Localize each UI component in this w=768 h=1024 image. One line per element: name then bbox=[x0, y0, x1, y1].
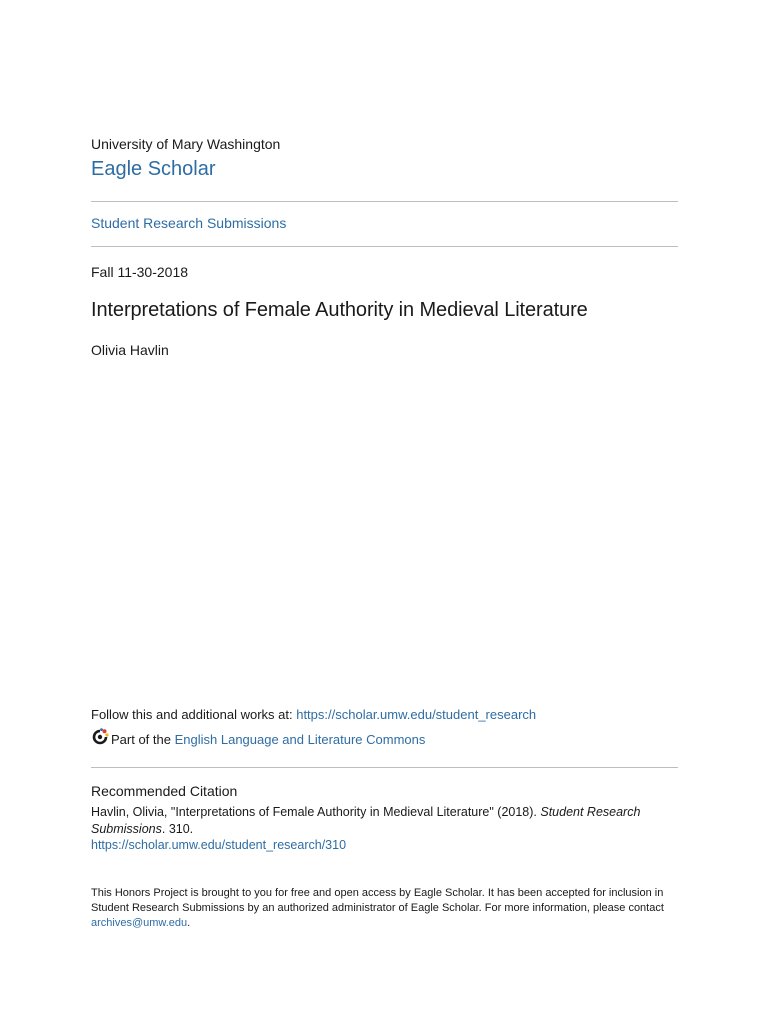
citation-plain: Havlin, Olivia, "Interpretations of Female Authority in Medieval Literature" (2018). bbox=[91, 805, 541, 819]
notice-end: . bbox=[187, 917, 191, 929]
citation-number: . 310. bbox=[161, 822, 194, 836]
follow-line bbox=[91, 707, 536, 722]
notice-text: This Honors Project is brought to you for free and open access by Eagle Scholar. It has been accepted for inclusion in Student Research Submissions by an authorized administrator of Eagle Scholar. For more information, please contact bbox=[91, 887, 664, 914]
divider bbox=[91, 767, 678, 768]
divider bbox=[91, 246, 678, 247]
institution-name: University of Mary Washington bbox=[91, 136, 281, 152]
access-notice bbox=[91, 886, 678, 931]
publication-date: Fall 11-30-2018 bbox=[91, 264, 189, 280]
author-name: Olivia Havlin bbox=[91, 342, 169, 358]
collection-link[interactable]: Student Research Submissions bbox=[91, 215, 287, 231]
part-of-prefix: Part of the bbox=[111, 731, 171, 747]
follow-prefix: Follow this and additional works at: bbox=[91, 707, 297, 722]
citation-url-link[interactable]: https://scholar.umw.edu/student_research/310 bbox=[91, 838, 347, 852]
citation-heading: Recommended Citation bbox=[91, 783, 238, 799]
divider bbox=[91, 201, 678, 202]
citation-text bbox=[91, 804, 678, 838]
part-of-line bbox=[91, 730, 425, 748]
contact-email-link[interactable]: archives@umw.edu bbox=[91, 917, 188, 929]
paper-title: Interpretations of Female Authority in Medieval Literature bbox=[91, 299, 588, 321]
commons-link[interactable]: English Language and Literature Commons bbox=[174, 731, 426, 747]
cover-page bbox=[91, 0, 678, 1024]
citation-series: Student Research Submissions bbox=[91, 805, 641, 836]
follow-url-link[interactable]: https://scholar.umw.edu/student_research bbox=[296, 707, 537, 722]
network-commons-icon bbox=[91, 728, 109, 746]
repository-link[interactable]: Eagle Scholar bbox=[91, 158, 216, 180]
